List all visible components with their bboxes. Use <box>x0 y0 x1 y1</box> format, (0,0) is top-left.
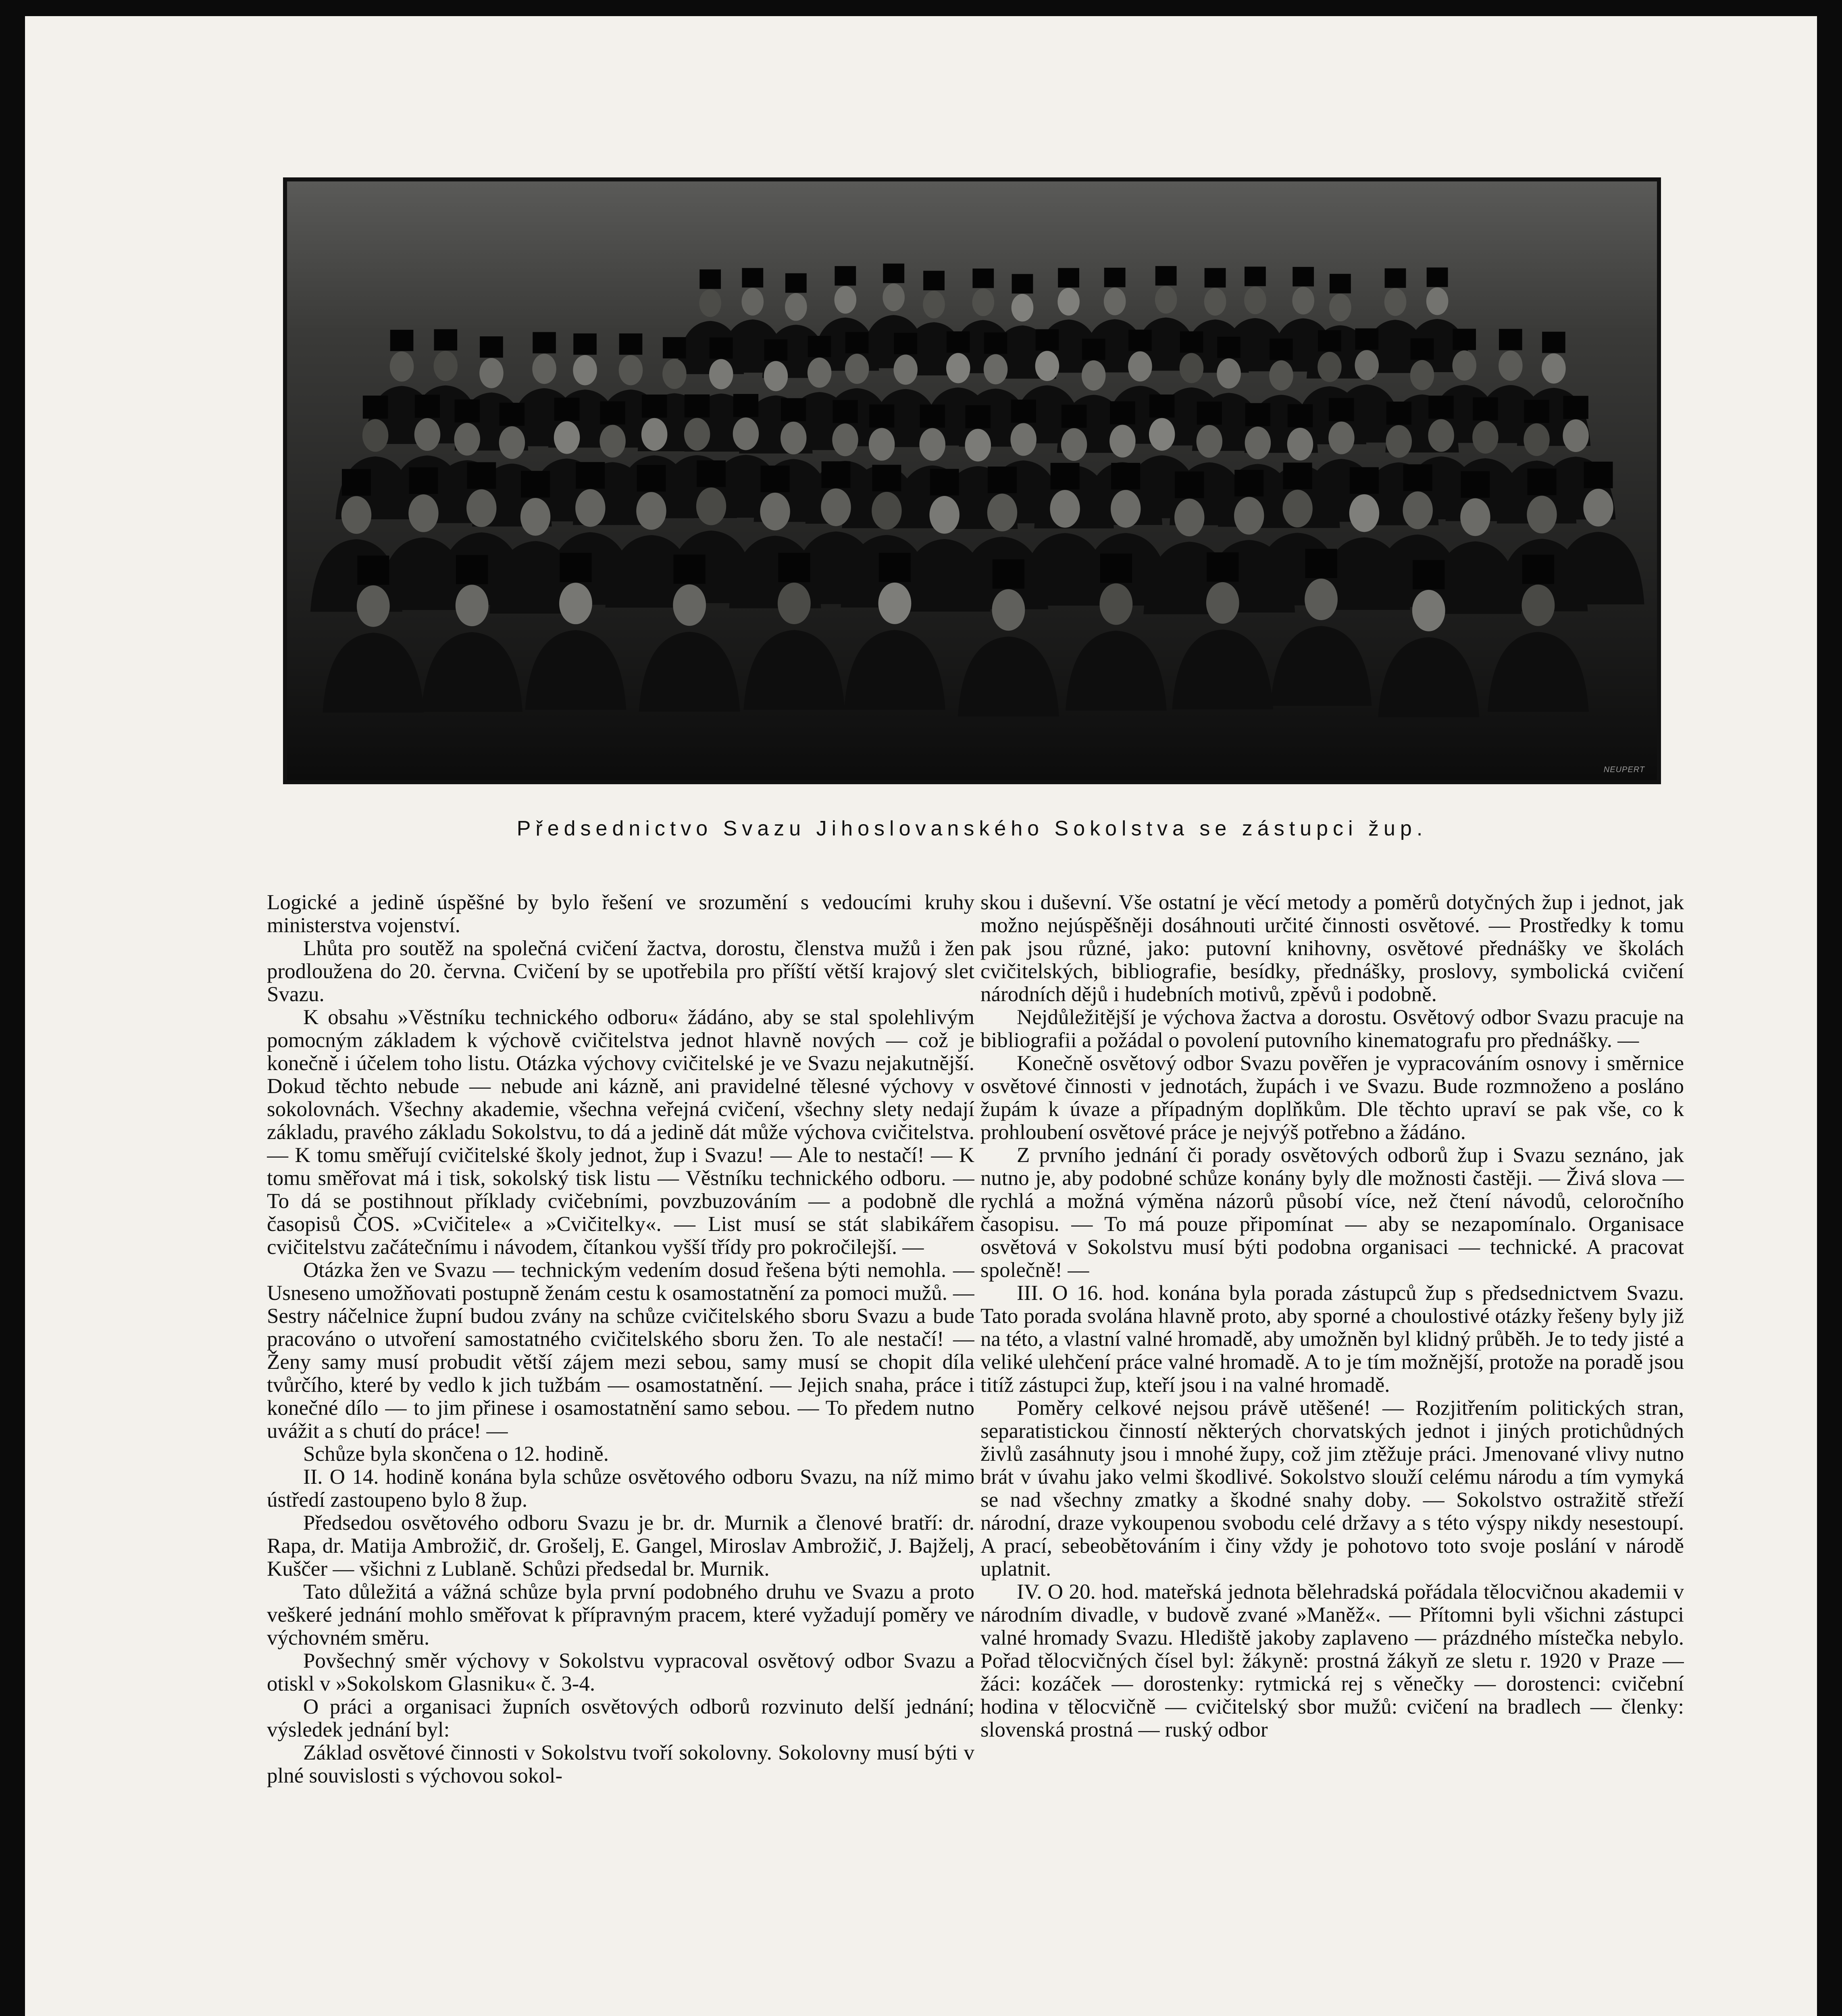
person-cap <box>1411 338 1434 360</box>
person-face <box>414 418 440 451</box>
person-face <box>696 487 726 525</box>
person-cap <box>733 394 758 417</box>
right-column <box>980 891 1684 2016</box>
person-face <box>619 355 643 385</box>
person-face <box>1245 427 1271 459</box>
person-cap <box>1051 463 1080 489</box>
paragraph: Lhůta pro soutěž na společná cvičení žactva, dorostu, členstva mužů i žen prodloužena do 20. června. Cvičení by se upotřebila pro příští větší krajový slet Svazu. <box>267 937 974 1006</box>
person-face <box>599 425 625 458</box>
person-cap <box>576 462 605 489</box>
person-face <box>357 585 390 627</box>
person-face <box>733 417 759 450</box>
person-cap <box>1175 471 1204 498</box>
person-face <box>466 489 496 527</box>
person-cap <box>1012 274 1033 294</box>
person-cap <box>869 404 894 427</box>
person-face <box>1012 294 1034 322</box>
left-column <box>267 891 974 2016</box>
person-face <box>1010 423 1036 456</box>
person-face <box>662 359 687 389</box>
paragraph: Poměry celkové nejsou právě utěšené! — Rozjitřením politických stran, separatistickou činností některých chorvatských jednot i jiných protichůdných živlů zasáhnuty jsou i mnohé župy, což jim ztěžuje práci. Jmenované vlivy nutno brát v úvahu jako velmi škodlivé. Sokolstvo slouží celému národu a tím vymyká se nad všechny zmatky a škodné snahy doby. — Sokolstvo ostražitě střeží národní, draze vykoupenou svobodu celé državy a s této výspy nikdy nesestoupí. A prací, sebeobětováním i činy vždy je pohotovo toto svoje poslání v národě uplatnit. <box>980 1396 1684 1581</box>
person-face <box>923 291 945 319</box>
person-face <box>781 422 806 454</box>
person-face <box>479 358 504 388</box>
person-cap <box>1110 401 1135 424</box>
person-cap <box>357 556 389 585</box>
person-cap <box>1386 402 1411 425</box>
person-face <box>764 361 788 391</box>
person-cap <box>923 271 945 290</box>
person-face <box>1426 287 1449 315</box>
person-face <box>821 488 851 526</box>
paragraph: Logické a jedině úspěšné by bylo řešení ve srozumění s vedoucími kruhy ministerstva vojenství. <box>267 891 974 937</box>
person-cap <box>764 339 788 361</box>
person-face <box>1428 419 1454 452</box>
person-cap <box>1245 403 1270 426</box>
person-face <box>1305 579 1338 620</box>
paragraph: Tato důležitá a vážná schůze byla první podobného druhu ve Svazu a proto veškeré jednání mohlo směřovat k přípravným pracem, které vyžadují poměry ve výchovném směru. <box>267 1580 974 1649</box>
person-face <box>992 589 1025 631</box>
person-cap <box>930 469 959 496</box>
person-cap <box>781 398 806 421</box>
person-face <box>808 358 832 388</box>
person-cap <box>1180 331 1203 353</box>
person-cap <box>1473 398 1498 421</box>
paragraph: Základ osvětové činnosti v Sokolstvu tvoří sokolovny. Sokolovny musí býti v plné souvislosti s výchovou sokol- <box>267 1741 974 1787</box>
person-cap <box>1403 464 1432 491</box>
person-face <box>1542 353 1566 383</box>
person-cap <box>1104 268 1126 287</box>
person-cap <box>1524 400 1549 423</box>
person-cap <box>835 266 856 285</box>
person-face <box>785 293 807 321</box>
person-cap <box>822 461 851 488</box>
person-face <box>362 419 388 452</box>
person-face <box>742 288 764 316</box>
person-face <box>1269 360 1293 391</box>
paragraph: II. O 14. hodině konána byla schůze osvětového odboru Svazu, na níž mimo ústředí zastoupeno bylo 8 žup. <box>267 1465 974 1512</box>
person-cap <box>521 471 550 498</box>
person-face <box>872 492 901 530</box>
person-face <box>575 489 605 527</box>
person-cap <box>710 337 733 359</box>
person-cap <box>456 555 488 584</box>
person-cap <box>833 400 858 423</box>
person-cap <box>663 337 686 358</box>
paragraph: Předsedou osvětového odboru Svazu je br. dr. Murnik a členové bratří: dr. Rapa, dr. Matija Ambrožič, dr. Grošelj, E. Gangel, Miroslav Ambrožič, J. Bajželj, Kuščer — všichni z Lublaně. Schůzi předsedal br. Murnik. <box>267 1511 974 1581</box>
person-cap <box>674 554 706 584</box>
person-face <box>1386 425 1412 458</box>
person-cap <box>1385 269 1406 288</box>
person-cap <box>1058 268 1079 287</box>
person-cap <box>1155 266 1177 285</box>
person-face <box>1082 360 1106 391</box>
person-cap <box>573 333 597 355</box>
person-cap <box>920 404 945 427</box>
person-face <box>1035 351 1059 381</box>
person-cap <box>988 467 1017 493</box>
person-cap <box>560 553 591 582</box>
person-face <box>1412 590 1445 631</box>
person-face <box>1197 425 1222 458</box>
person-cap <box>480 336 503 358</box>
person-face <box>1460 498 1490 536</box>
person-face <box>835 286 857 314</box>
person-cap <box>879 553 911 582</box>
person-cap <box>554 398 579 421</box>
person-face <box>673 584 706 626</box>
person-face <box>1174 499 1204 537</box>
person-face <box>832 423 858 456</box>
person-face <box>930 496 960 534</box>
person-cap <box>993 559 1024 589</box>
person-face <box>1109 425 1135 457</box>
person-face <box>1050 490 1080 528</box>
person-cap <box>1318 330 1341 352</box>
person-face <box>965 429 991 461</box>
person-cap <box>697 460 726 487</box>
person-cap <box>1217 337 1240 358</box>
person-cap <box>761 466 790 492</box>
person-cap <box>342 469 371 496</box>
person-cap <box>1197 402 1222 425</box>
person-cap <box>699 269 721 289</box>
person-face <box>1204 288 1226 316</box>
person-cap <box>1355 328 1378 350</box>
person-cap <box>972 269 994 288</box>
person-cap <box>619 333 643 355</box>
person-face <box>845 354 869 384</box>
person-cap <box>1283 462 1312 489</box>
person-cap <box>533 332 556 354</box>
person-cap <box>637 465 666 492</box>
person-face <box>1155 286 1177 314</box>
person-cap <box>1149 394 1174 417</box>
person-cap <box>1542 332 1565 353</box>
person-cap <box>1245 267 1266 286</box>
person-face <box>1349 494 1379 532</box>
person-face <box>520 498 550 536</box>
person-cap <box>409 467 438 494</box>
person-cap <box>785 273 807 293</box>
person-cap <box>1061 405 1086 428</box>
person-face <box>1522 585 1555 626</box>
person-face <box>1328 422 1354 454</box>
person-face <box>1282 490 1312 528</box>
person-face <box>434 351 458 381</box>
person-face <box>760 493 790 531</box>
person-face <box>1234 497 1264 535</box>
person-face <box>1244 287 1266 314</box>
person-face <box>1472 421 1498 454</box>
person-face <box>1410 360 1434 390</box>
person-cap <box>500 403 525 426</box>
person-cap <box>434 329 458 351</box>
person-cap <box>1234 470 1263 496</box>
person-face <box>878 583 912 624</box>
person-face <box>1329 294 1351 321</box>
person-cap <box>1428 396 1453 419</box>
person-cap <box>1413 560 1444 589</box>
person-cap <box>1111 463 1140 489</box>
paragraph: Konečně osvětový odbor Svazu pověřen je vypracováním osnovy i směrnice osvětové činnosti v jednotách, župách i ve Svazu. Bude rozmnoženo a posláno župám k úvaze a případným doplňkům. Dle těchto upraví se pak vše, co k prohloubení osvětové práce je nejvýš potřebno a žádáno. <box>980 1052 1684 1144</box>
person-face <box>573 355 597 385</box>
person-cap <box>1461 471 1490 498</box>
person-cap <box>1453 329 1476 350</box>
paragraph: Otázka žen ve Svazu — technickým vedením dosud řešena býti nemohla. — Usneseno umožňovati postupně ženám cestu k osamostatnění za pomoci mužů. — Sestry náčelnice župní budou zvány na schůze cvičitelského sboru Svazu a bude pracováno o utvoření samostatného cvičitelského sboru žen. To ale nestačí! — Ženy samy musí probudit větší zájem mezi sebou, samy musí se chopit díla tvůrčího, které by vedlo k jich tužbám — osamostatnění. — Jejich snaha, práce i konečné dílo — to jim přinese i osamostatnění samo sebou. — To předem nutno uvážit a s chutí do práce! — <box>267 1258 974 1443</box>
person-face <box>1499 350 1523 381</box>
person-cap <box>1128 330 1152 351</box>
person-cap <box>1528 469 1557 495</box>
person-face <box>1355 350 1379 380</box>
paragraph: K obsahu »Věstníku technického odboru« žádáno, aby se stal spolehlivým pomocným základem k výchově cvičitelstva jednot hlavně nových — což je konečně i účelem toho listu. Otázka výchovy cvičitelské je ve Svazu nejakutnější. Dokud těchto nebude — nebude ani kázně, ani pravidelné tělesné výchovy v sokolovnách. Všechny akademie, všechna veřejná cvičení, všechny slety nedají základu, pravého základu Sokolstvu, to dá a jedině dát může výchova cvičitelstva. — K tomu směřují cvičitelské školy jednot, žup i Svazu! — Ale to nestačí! — K tomu směřovat má i tisk, sokolský tisk listu — Věstníku technického odboru. — To dá se postihnout příklady cvičebními, povzbuzováním — a podobně dle časopisů ČOS. »Cvičitele« a »Cvičitelky«. — List musí se stát slabikářem cvičitelstvu začátečnímu i návodem, čítankou vyšší třídy pro pokročilejší. — <box>267 1006 974 1259</box>
person-cap <box>363 396 388 419</box>
person-cap <box>1329 398 1354 421</box>
person-cap <box>1082 339 1105 360</box>
person-cap <box>1293 267 1314 286</box>
person-cap <box>845 332 869 354</box>
person-cap <box>872 465 901 492</box>
person-face <box>636 492 666 530</box>
person-cap <box>1584 462 1613 488</box>
paragraph: III. O 16. hod. konána byla porada zástupců žup s předsednictvem Svazu. Tato porada svolána hlavně proto, aby sporné a choulostivé otázky řešeny byly již na této, a vlastní valné hromadě, aby umožněn byl klidný průběh. Je to tedy jisté a veliké ulehčení práce valné hromadě. A to je tím možnější, protože na poradě jsou titíž zástupci žup, kteří jsou i na valné hromadě. <box>980 1281 1684 1397</box>
person-face <box>1563 419 1588 452</box>
person-cap <box>1270 339 1293 360</box>
photo-caption: Předsednictvo Svazu Jihoslovanského Sokolstva se zástupci žup. <box>516 817 1428 840</box>
paragraph: Z prvního jednání či porady osvětových odborů žup i Svazu seznáno, jak nutno je, aby podobné schůze konány byly dle možnosti častěji. — Živá slova — rychlá a možná výměna názorů působí více, než čtení návodů, celoročního časopisu. — To má pouze připomínat — aby se nezapomínalo. Organisace osvětová v Sokolstvu musí býti podobna organisaci — technické. A pracovat společně! — <box>980 1143 1684 1282</box>
person-face <box>1111 490 1141 528</box>
person-face <box>554 421 580 454</box>
person-face <box>641 418 667 451</box>
person-cap <box>1205 268 1226 287</box>
person-cap <box>642 395 667 418</box>
person-cap <box>415 395 440 418</box>
person-cap <box>1036 329 1059 350</box>
person-cap <box>883 264 904 283</box>
person-cap <box>1522 555 1554 584</box>
person-cap <box>1499 329 1522 350</box>
magazine-page <box>25 16 1817 2016</box>
person-cap <box>778 553 810 582</box>
person-face <box>1099 583 1132 625</box>
person-face <box>709 359 733 389</box>
person-cap <box>984 333 1007 354</box>
person-face <box>699 289 721 317</box>
person-cap <box>742 268 763 287</box>
person-face <box>1128 351 1152 381</box>
photo-credit: NEUPERT <box>1603 765 1645 774</box>
person-face <box>454 423 480 456</box>
person-face <box>1452 350 1476 381</box>
person-cap <box>808 336 831 357</box>
person-face <box>684 418 710 450</box>
person-cap <box>390 330 414 351</box>
person-face <box>869 428 895 460</box>
person-face <box>1583 489 1613 527</box>
person-cap <box>966 405 991 428</box>
person-face <box>972 288 995 316</box>
person-face <box>1317 352 1342 382</box>
person-face <box>1180 353 1204 383</box>
person-face <box>1217 358 1241 389</box>
person-face <box>893 354 918 385</box>
person-face <box>1292 287 1314 314</box>
person-face <box>1061 428 1087 461</box>
person-face <box>882 283 905 311</box>
person-face <box>499 426 525 459</box>
person-face <box>1527 496 1557 533</box>
person-cap <box>894 333 917 354</box>
person-face <box>987 494 1017 531</box>
person-cap <box>685 394 710 417</box>
paragraph: Schůze byla skončena o 12. hodině. <box>303 1442 609 1466</box>
group-photo-image <box>287 181 1657 780</box>
person-cap <box>1330 274 1351 293</box>
person-face <box>1149 418 1175 451</box>
person-cap <box>1100 554 1132 583</box>
person-face <box>1287 428 1313 460</box>
person-cap <box>1011 400 1036 423</box>
person-face <box>1104 287 1126 315</box>
person-face <box>919 428 945 461</box>
person-cap <box>600 401 625 424</box>
paragraph: Povšechný směr výchovy v Sokolstvu vypracoval osvětový odbor Svazu a otiskl v »Sokolskom Glasniku« č. 3-4. <box>267 1649 974 1695</box>
person-cap <box>947 331 970 353</box>
person-face <box>341 496 371 534</box>
person-cap <box>455 400 480 423</box>
person-face <box>946 353 970 383</box>
paragraph: IV. O 20. hod. mateřská jednota bělehradská pořádala tělocvičnou akademii v národním divadle, v budově zvané »Maněž«. — Přítomni byli všichni zástupci valné hromady Svazu. Hlediště jakoby zaplaveno — prázdného místečka nebylo. Pořad tělocvičných čísel byl: žákyně: prostná žákyň ze sletu r. 1920 v Praze — žáci: kozáček — dorostenky: rytmická rej s věnečky — dorostenci: cvičební hodina v tělocvičně — cvičitelský sbor mužů: cvičení na bradlech — členky: slovenská prostná — ruský odbor <box>980 1580 1684 1741</box>
person-face <box>559 583 592 624</box>
person-cap <box>1207 552 1238 582</box>
person-cap <box>1563 396 1588 419</box>
paragraph: skou i duševní. Vše ostatní je věcí metody a poměrů dotyčných žup i jednot, jak možno nejúspěšněji dosáhnouti určité činnosti osvětové. — Prostředky k tomu pak jsou různé, jako: putovní knihovny, osvětové přednášky ve školách cvičitelských, bibliografie, besídky, přednášky, proslovy, symbolická cvičení národních dějů i hudebních motivů, zpěvů i podobně. <box>980 891 1684 1006</box>
person-cap <box>467 462 496 489</box>
person-face <box>456 585 489 626</box>
person-cap <box>1305 549 1337 578</box>
person-face <box>984 354 1008 384</box>
person-face <box>1206 582 1239 624</box>
person-cap <box>1288 404 1313 427</box>
paragraph: O práci a organisaci župních osvětových odborů rozvinuto delší jednání; výsledek jednání byl: <box>267 1695 974 1741</box>
person-cap <box>1350 467 1379 494</box>
person-face <box>1403 492 1433 529</box>
person-face <box>778 583 811 624</box>
person-face <box>1384 288 1407 316</box>
paragraph: Nejdůležitější je výchova žactva a dorostu. Osvětový odbor Svazu pracuje na bibliografii a požádal o povolení putovního kinematografu pro přednášky. — <box>980 1006 1684 1052</box>
person-face <box>1057 288 1080 316</box>
group-photo <box>283 177 1661 784</box>
person-face <box>532 354 556 384</box>
person-face <box>408 494 438 532</box>
person-face <box>1524 423 1549 456</box>
person-face <box>390 352 414 382</box>
person-cap <box>1427 267 1448 287</box>
